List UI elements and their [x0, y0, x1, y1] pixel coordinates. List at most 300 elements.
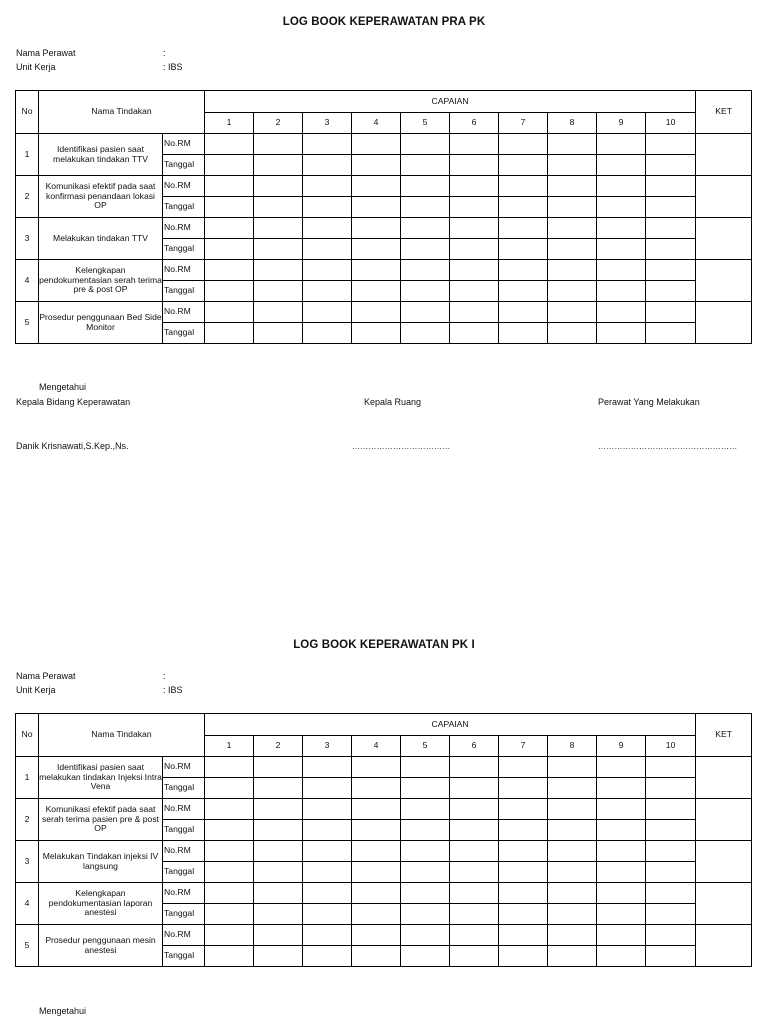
capaian-cell-rm[interactable] [646, 925, 696, 946]
capaian-cell-rm[interactable] [303, 176, 352, 197]
capaian-cell-rm[interactable] [401, 260, 450, 281]
nama-perawat-label: Nama Perawat [16, 671, 76, 681]
capaian-cell-tanggal[interactable] [450, 820, 499, 841]
header-column-4: 4 [352, 113, 401, 134]
capaian-cell-tanggal[interactable] [499, 197, 548, 218]
header-no: No [16, 91, 39, 134]
header-column-3: 3 [303, 736, 352, 757]
ket-cell[interactable] [696, 302, 752, 344]
capaian-cell-rm[interactable] [352, 134, 401, 155]
capaian-cell-tanggal[interactable] [597, 281, 646, 302]
row-number: 3 [16, 218, 39, 260]
table-row [16, 176, 752, 197]
kepala-ruang-label: Kepala Ruang [364, 397, 422, 407]
header-column-10: 10 [646, 736, 696, 757]
capaian-cell-tanggal[interactable] [352, 820, 401, 841]
table-row [16, 134, 752, 155]
capaian-cell-rm[interactable] [352, 302, 401, 323]
capaian-cell-tanggal[interactable] [254, 239, 303, 260]
capaian-cell-rm[interactable] [646, 799, 696, 820]
ket-cell[interactable] [696, 218, 752, 260]
capaian-cell-tanggal[interactable] [205, 946, 254, 967]
capaian-cell-tanggal[interactable] [597, 239, 646, 260]
capaian-cell-tanggal[interactable] [401, 197, 450, 218]
header-column-1: 1 [205, 736, 254, 757]
capaian-cell-tanggal[interactable] [352, 197, 401, 218]
capaian-cell-rm[interactable] [548, 134, 597, 155]
capaian-cell-rm[interactable] [401, 134, 450, 155]
capaian-cell-tanggal[interactable] [303, 281, 352, 302]
capaian-cell-tanggal[interactable] [205, 155, 254, 176]
capaian-cell-tanggal[interactable] [597, 197, 646, 218]
capaian-cell-rm[interactable] [646, 134, 696, 155]
header-column-5: 5 [401, 113, 450, 134]
capaian-cell-tanggal[interactable] [646, 946, 696, 967]
capaian-cell-rm[interactable] [646, 260, 696, 281]
capaian-cell-rm[interactable] [450, 218, 499, 239]
mengetahui-label: Mengetahui [39, 382, 87, 392]
capaian-cell-tanggal[interactable] [401, 155, 450, 176]
header-column-9: 9 [597, 113, 646, 134]
capaian-cell-rm[interactable] [548, 883, 597, 904]
capaian-cell-rm[interactable] [548, 302, 597, 323]
capaian-cell-rm[interactable] [499, 302, 548, 323]
capaian-cell-tanggal[interactable] [548, 155, 597, 176]
capaian-cell-tanggal[interactable] [303, 155, 352, 176]
ket-cell[interactable] [696, 260, 752, 302]
capaian-cell-tanggal[interactable] [352, 946, 401, 967]
capaian-cell-tanggal[interactable] [303, 862, 352, 883]
capaian-cell-tanggal[interactable] [548, 197, 597, 218]
header-ket: KET [696, 714, 752, 757]
row-label-no-rm: No.RM [163, 925, 205, 946]
row-label-no-rm: No.RM [163, 302, 205, 323]
capaian-cell-tanggal[interactable] [646, 197, 696, 218]
unit-kerja-value: : IBS [163, 685, 183, 695]
capaian-cell-tanggal[interactable] [548, 239, 597, 260]
unit-kerja-label: Unit Kerja [16, 685, 56, 695]
capaian-cell-rm[interactable] [254, 218, 303, 239]
row-nama-tindakan: Kelengkapan pendokumentasian laporan anestesi [39, 883, 163, 925]
mengetahui-label: Mengetahui [39, 1006, 87, 1016]
capaian-cell-tanggal[interactable] [352, 323, 401, 344]
capaian-cell-tanggal[interactable] [548, 946, 597, 967]
row-number: 4 [16, 883, 39, 925]
capaian-cell-tanggal[interactable] [303, 904, 352, 925]
kepala-bidang-name: Danik Krisnawati,S.Kep.,Ns. [16, 441, 129, 451]
capaian-cell-tanggal[interactable] [646, 323, 696, 344]
capaian-cell-rm[interactable] [597, 799, 646, 820]
capaian-cell-rm[interactable] [499, 841, 548, 862]
capaian-cell-rm[interactable] [254, 134, 303, 155]
capaian-cell-tanggal[interactable] [597, 323, 646, 344]
capaian-cell-rm[interactable] [205, 176, 254, 197]
capaian-cell-tanggal[interactable] [646, 281, 696, 302]
capaian-cell-rm[interactable] [401, 883, 450, 904]
table-row [16, 799, 752, 820]
capaian-cell-rm[interactable] [303, 925, 352, 946]
capaian-cell-tanggal[interactable] [499, 155, 548, 176]
capaian-cell-tanggal[interactable] [450, 946, 499, 967]
capaian-cell-tanggal[interactable] [597, 946, 646, 967]
ket-cell[interactable] [696, 925, 752, 967]
capaian-cell-tanggal[interactable] [254, 778, 303, 799]
logbook-table [15, 713, 752, 967]
capaian-cell-tanggal[interactable] [401, 946, 450, 967]
row-nama-tindakan: Identifikasi pasien saat melakukan tindakan TTV [39, 134, 163, 176]
capaian-cell-tanggal[interactable] [352, 281, 401, 302]
capaian-cell-tanggal[interactable] [303, 778, 352, 799]
header-column-1: 1 [205, 113, 254, 134]
capaian-cell-tanggal[interactable] [450, 904, 499, 925]
header-column-6: 6 [450, 736, 499, 757]
capaian-cell-tanggal[interactable] [205, 862, 254, 883]
capaian-cell-tanggal[interactable] [352, 904, 401, 925]
capaian-cell-rm[interactable] [646, 841, 696, 862]
capaian-cell-rm[interactable] [597, 302, 646, 323]
capaian-cell-tanggal[interactable] [646, 904, 696, 925]
logbook-table [15, 90, 752, 344]
ket-cell[interactable] [696, 841, 752, 883]
row-number: 2 [16, 176, 39, 218]
capaian-cell-rm[interactable] [205, 757, 254, 778]
capaian-cell-tanggal[interactable] [499, 323, 548, 344]
capaian-cell-rm[interactable] [597, 218, 646, 239]
capaian-cell-tanggal[interactable] [450, 155, 499, 176]
row-nama-tindakan: Kelengkapan pendokumentasian serah terima pre & post OP [39, 260, 163, 302]
row-label-no-rm: No.RM [163, 218, 205, 239]
capaian-cell-rm[interactable] [499, 757, 548, 778]
capaian-cell-rm[interactable] [450, 260, 499, 281]
row-nama-tindakan: Melakukan Tindakan injeksi IV langsung [39, 841, 163, 883]
capaian-cell-tanggal[interactable] [548, 862, 597, 883]
capaian-cell-tanggal[interactable] [646, 778, 696, 799]
capaian-cell-tanggal[interactable] [450, 281, 499, 302]
capaian-cell-tanggal[interactable] [499, 820, 548, 841]
capaian-cell-tanggal[interactable] [450, 862, 499, 883]
capaian-cell-rm[interactable] [401, 302, 450, 323]
capaian-cell-rm[interactable] [597, 841, 646, 862]
capaian-cell-tanggal[interactable] [450, 778, 499, 799]
capaian-cell-tanggal[interactable] [548, 323, 597, 344]
capaian-cell-rm[interactable] [303, 218, 352, 239]
capaian-cell-rm[interactable] [597, 260, 646, 281]
unit-kerja-value: : IBS [163, 62, 183, 72]
capaian-cell-rm[interactable] [401, 799, 450, 820]
capaian-cell-tanggal[interactable] [450, 323, 499, 344]
nama-perawat-value: : [163, 671, 166, 681]
capaian-cell-tanggal[interactable] [205, 281, 254, 302]
capaian-cell-rm[interactable] [401, 841, 450, 862]
capaian-cell-tanggal[interactable] [303, 323, 352, 344]
capaian-cell-rm[interactable] [646, 218, 696, 239]
capaian-cell-rm[interactable] [205, 134, 254, 155]
capaian-cell-rm[interactable] [499, 883, 548, 904]
capaian-cell-tanggal[interactable] [254, 323, 303, 344]
perawat-signature-line: …………………………………………… [598, 442, 738, 451]
capaian-cell-rm[interactable] [499, 799, 548, 820]
capaian-cell-tanggal[interactable] [548, 281, 597, 302]
nama-perawat-value: : [163, 48, 166, 58]
table-row [16, 757, 752, 778]
capaian-cell-rm[interactable] [646, 176, 696, 197]
capaian-cell-tanggal[interactable] [450, 239, 499, 260]
capaian-cell-tanggal[interactable] [352, 155, 401, 176]
capaian-cell-rm[interactable] [303, 841, 352, 862]
capaian-cell-rm[interactable] [401, 176, 450, 197]
capaian-cell-tanggal[interactable] [450, 197, 499, 218]
capaian-cell-rm[interactable] [205, 799, 254, 820]
capaian-cell-tanggal[interactable] [597, 904, 646, 925]
header-column-2: 2 [254, 113, 303, 134]
capaian-cell-rm[interactable] [548, 841, 597, 862]
header-capaian: CAPAIAN [205, 714, 696, 736]
row-label-tanggal: Tanggal [163, 281, 205, 302]
row-label-tanggal: Tanggal [163, 197, 205, 218]
capaian-cell-tanggal[interactable] [205, 197, 254, 218]
row-label-tanggal: Tanggal [163, 778, 205, 799]
row-number: 5 [16, 925, 39, 967]
capaian-cell-tanggal[interactable] [499, 281, 548, 302]
capaian-cell-tanggal[interactable] [352, 862, 401, 883]
capaian-cell-tanggal[interactable] [205, 323, 254, 344]
capaian-cell-rm[interactable] [205, 218, 254, 239]
capaian-cell-rm[interactable] [254, 302, 303, 323]
table-row [16, 302, 752, 323]
ket-cell[interactable] [696, 176, 752, 218]
row-label-tanggal: Tanggal [163, 820, 205, 841]
capaian-cell-tanggal[interactable] [254, 820, 303, 841]
capaian-cell-rm[interactable] [254, 757, 303, 778]
capaian-cell-tanggal[interactable] [303, 239, 352, 260]
capaian-cell-tanggal[interactable] [303, 946, 352, 967]
header-capaian: CAPAIAN [205, 91, 696, 113]
capaian-cell-rm[interactable] [254, 841, 303, 862]
table-row [16, 841, 752, 862]
capaian-cell-rm[interactable] [352, 757, 401, 778]
ket-cell[interactable] [696, 134, 752, 176]
capaian-cell-rm[interactable] [352, 260, 401, 281]
header-nama-tindakan: Nama Tindakan [39, 91, 205, 134]
capaian-cell-rm[interactable] [352, 883, 401, 904]
capaian-cell-rm[interactable] [548, 757, 597, 778]
capaian-cell-tanggal[interactable] [205, 820, 254, 841]
capaian-cell-tanggal[interactable] [597, 778, 646, 799]
header-column-4: 4 [352, 736, 401, 757]
capaian-cell-tanggal[interactable] [205, 778, 254, 799]
capaian-cell-rm[interactable] [303, 134, 352, 155]
capaian-cell-rm[interactable] [450, 925, 499, 946]
row-label-no-rm: No.RM [163, 260, 205, 281]
capaian-cell-rm[interactable] [303, 302, 352, 323]
header-no: No [16, 714, 39, 757]
capaian-cell-tanggal[interactable] [254, 862, 303, 883]
row-number: 4 [16, 260, 39, 302]
capaian-cell-rm[interactable] [205, 925, 254, 946]
header-column-7: 7 [499, 113, 548, 134]
capaian-cell-rm[interactable] [401, 925, 450, 946]
capaian-cell-rm[interactable] [205, 302, 254, 323]
capaian-cell-rm[interactable] [352, 925, 401, 946]
unit-kerja-label: Unit Kerja [16, 62, 56, 72]
capaian-cell-tanggal[interactable] [646, 820, 696, 841]
table-row [16, 260, 752, 281]
row-label-tanggal: Tanggal [163, 904, 205, 925]
capaian-cell-tanggal[interactable] [303, 197, 352, 218]
row-label-tanggal: Tanggal [163, 155, 205, 176]
row-label-no-rm: No.RM [163, 134, 205, 155]
ket-cell[interactable] [696, 799, 752, 841]
capaian-cell-tanggal[interactable] [401, 904, 450, 925]
capaian-cell-rm[interactable] [646, 883, 696, 904]
perawat-label: Perawat Yang Melakukan [598, 397, 700, 407]
capaian-cell-tanggal[interactable] [597, 862, 646, 883]
capaian-cell-rm[interactable] [597, 134, 646, 155]
capaian-cell-rm[interactable] [450, 799, 499, 820]
capaian-cell-tanggal[interactable] [499, 778, 548, 799]
capaian-cell-rm[interactable] [450, 883, 499, 904]
capaian-cell-tanggal[interactable] [499, 946, 548, 967]
capaian-cell-rm[interactable] [450, 134, 499, 155]
capaian-cell-rm[interactable] [597, 176, 646, 197]
capaian-cell-tanggal[interactable] [352, 239, 401, 260]
capaian-cell-tanggal[interactable] [303, 820, 352, 841]
ket-cell[interactable] [696, 883, 752, 925]
capaian-cell-rm[interactable] [352, 176, 401, 197]
capaian-cell-rm[interactable] [548, 799, 597, 820]
capaian-cell-rm[interactable] [254, 176, 303, 197]
header-column-6: 6 [450, 113, 499, 134]
row-label-no-rm: No.RM [163, 883, 205, 904]
capaian-cell-tanggal[interactable] [597, 155, 646, 176]
capaian-cell-tanggal[interactable] [401, 323, 450, 344]
row-number: 1 [16, 134, 39, 176]
capaian-cell-rm[interactable] [205, 260, 254, 281]
capaian-cell-rm[interactable] [401, 757, 450, 778]
header-nama-tindakan: Nama Tindakan [39, 714, 205, 757]
row-label-no-rm: No.RM [163, 841, 205, 862]
capaian-cell-rm[interactable] [450, 757, 499, 778]
header-column-10: 10 [646, 113, 696, 134]
page-title: LOG BOOK KEPERAWATAN PRA PK [282, 16, 486, 28]
row-number: 5 [16, 302, 39, 344]
table-row [16, 218, 752, 239]
header-column-8: 8 [548, 736, 597, 757]
capaian-cell-tanggal[interactable] [499, 239, 548, 260]
row-number: 1 [16, 757, 39, 799]
capaian-cell-rm[interactable] [401, 218, 450, 239]
capaian-cell-rm[interactable] [254, 883, 303, 904]
capaian-cell-tanggal[interactable] [401, 239, 450, 260]
capaian-cell-rm[interactable] [450, 302, 499, 323]
capaian-cell-rm[interactable] [597, 925, 646, 946]
row-number: 3 [16, 841, 39, 883]
row-label-no-rm: No.RM [163, 799, 205, 820]
capaian-cell-tanggal[interactable] [646, 862, 696, 883]
capaian-cell-tanggal[interactable] [646, 239, 696, 260]
capaian-cell-rm[interactable] [303, 757, 352, 778]
capaian-cell-tanggal[interactable] [548, 820, 597, 841]
header-column-2: 2 [254, 736, 303, 757]
capaian-cell-rm[interactable] [548, 176, 597, 197]
capaian-cell-tanggal[interactable] [646, 155, 696, 176]
capaian-cell-tanggal[interactable] [499, 862, 548, 883]
table-row [16, 925, 752, 946]
capaian-cell-rm[interactable] [499, 134, 548, 155]
row-label-tanggal: Tanggal [163, 862, 205, 883]
nama-perawat-label: Nama Perawat [16, 48, 76, 58]
capaian-cell-rm[interactable] [499, 176, 548, 197]
capaian-cell-rm[interactable] [303, 260, 352, 281]
capaian-cell-tanggal[interactable] [254, 197, 303, 218]
capaian-cell-tanggal[interactable] [597, 820, 646, 841]
capaian-cell-rm[interactable] [499, 260, 548, 281]
row-label-tanggal: Tanggal [163, 323, 205, 344]
capaian-cell-tanggal[interactable] [352, 778, 401, 799]
capaian-cell-rm[interactable] [646, 302, 696, 323]
capaian-cell-rm[interactable] [450, 841, 499, 862]
capaian-cell-tanggal[interactable] [205, 239, 254, 260]
header-column-3: 3 [303, 113, 352, 134]
capaian-cell-rm[interactable] [597, 883, 646, 904]
row-nama-tindakan: Prosedur penggunaan Bed Side Monitor [39, 302, 163, 344]
capaian-cell-rm[interactable] [254, 925, 303, 946]
table-row [16, 883, 752, 904]
capaian-cell-rm[interactable] [646, 757, 696, 778]
capaian-cell-rm[interactable] [205, 841, 254, 862]
capaian-cell-tanggal[interactable] [401, 862, 450, 883]
row-label-tanggal: Tanggal [163, 946, 205, 967]
capaian-cell-tanggal[interactable] [254, 155, 303, 176]
capaian-cell-rm[interactable] [352, 841, 401, 862]
row-number: 2 [16, 799, 39, 841]
capaian-cell-tanggal[interactable] [254, 904, 303, 925]
capaian-cell-tanggal[interactable] [205, 904, 254, 925]
capaian-cell-tanggal[interactable] [401, 778, 450, 799]
row-label-no-rm: No.RM [163, 757, 205, 778]
capaian-cell-tanggal[interactable] [254, 946, 303, 967]
capaian-cell-tanggal[interactable] [401, 820, 450, 841]
capaian-cell-tanggal[interactable] [499, 904, 548, 925]
capaian-cell-tanggal[interactable] [401, 281, 450, 302]
capaian-cell-rm[interactable] [352, 218, 401, 239]
ket-cell[interactable] [696, 757, 752, 799]
row-nama-tindakan: Identifikasi pasien saat melakukan tindakan Injeksi Intra Vena [39, 757, 163, 799]
capaian-cell-tanggal[interactable] [548, 904, 597, 925]
capaian-cell-rm[interactable] [597, 757, 646, 778]
capaian-cell-rm[interactable] [254, 260, 303, 281]
kepala-ruang-signature-line: ……………………………… [352, 442, 451, 451]
page-title: LOG BOOK KEPERAWATAN PK I [293, 639, 475, 651]
capaian-cell-rm[interactable] [205, 883, 254, 904]
header-column-8: 8 [548, 113, 597, 134]
row-nama-tindakan: Prosedur penggunaan mesin anestesi [39, 925, 163, 967]
capaian-cell-rm[interactable] [352, 799, 401, 820]
capaian-cell-rm[interactable] [548, 260, 597, 281]
capaian-cell-rm[interactable] [499, 925, 548, 946]
capaian-cell-rm[interactable] [548, 218, 597, 239]
capaian-cell-rm[interactable] [303, 799, 352, 820]
capaian-cell-rm[interactable] [450, 176, 499, 197]
row-nama-tindakan: Melakukan tindakan TTV [39, 218, 163, 260]
capaian-cell-tanggal[interactable] [254, 281, 303, 302]
capaian-cell-rm[interactable] [548, 925, 597, 946]
row-label-tanggal: Tanggal [163, 239, 205, 260]
capaian-cell-rm[interactable] [303, 883, 352, 904]
capaian-cell-tanggal[interactable] [548, 778, 597, 799]
capaian-cell-rm[interactable] [254, 799, 303, 820]
capaian-cell-rm[interactable] [499, 218, 548, 239]
